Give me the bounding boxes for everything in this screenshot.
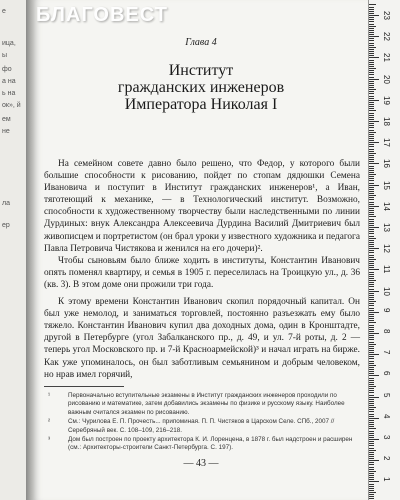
left-page-fragment: ы	[2, 52, 8, 59]
ruler-tick	[369, 87, 374, 88]
ruler-tick	[369, 475, 374, 476]
ruler-tick	[369, 242, 374, 243]
ruler-tick	[369, 24, 374, 25]
ruler-tick	[369, 4, 376, 5]
ruler-tick	[369, 481, 379, 482]
ruler-tick	[369, 49, 374, 50]
ruler-number: 17	[382, 138, 391, 148]
ruler-tick	[369, 477, 374, 478]
ruler-number: 10	[382, 286, 391, 296]
ruler-tick	[369, 426, 374, 427]
ruler-tick	[369, 189, 374, 190]
left-page-fragment: ок», й	[2, 102, 21, 109]
ruler-tick	[369, 246, 374, 247]
left-page-edge	[0, 0, 26, 500]
ruler-tick	[369, 354, 379, 355]
ruler-tick	[369, 322, 376, 323]
ruler-tick	[369, 219, 374, 220]
ruler-number: 15	[382, 180, 391, 190]
title-line: Императора Николая I	[124, 96, 278, 113]
ruler-tick	[369, 435, 374, 436]
ruler-tick	[369, 494, 374, 495]
ruler-tick	[369, 458, 374, 459]
ruler-tick	[369, 113, 374, 114]
ruler-tick	[369, 83, 374, 84]
ruler-tick	[369, 195, 376, 196]
ruler-number: 20	[382, 74, 391, 84]
ruler-tick	[369, 30, 374, 31]
ruler-tick	[369, 15, 379, 16]
ruler-tick	[369, 363, 374, 364]
ruler-tick	[369, 492, 376, 493]
ruler-tick	[369, 47, 376, 48]
ruler-number: 5	[382, 392, 391, 398]
ruler-tick	[369, 382, 374, 383]
ruler-tick	[369, 108, 374, 109]
ruler-tick	[369, 378, 374, 379]
ruler-tick	[369, 320, 374, 321]
ruler-tick	[369, 450, 376, 451]
ruler-tick	[369, 193, 374, 194]
ruler-tick	[369, 142, 379, 143]
ruler-tick	[369, 227, 379, 228]
ruler-tick	[369, 280, 376, 281]
ruler-number: 9	[382, 307, 391, 313]
ruler-tick	[369, 325, 374, 326]
ruler-tick	[369, 263, 374, 264]
left-page-fragment: е	[2, 8, 6, 15]
ruler-number: 7	[382, 350, 391, 355]
ruler-tick	[369, 431, 374, 432]
ruler-tick	[369, 392, 374, 393]
ruler-tick	[369, 199, 374, 200]
ruler-tick	[369, 117, 374, 118]
ruler-tick	[369, 32, 374, 33]
ruler-number: 12	[382, 244, 391, 254]
ruler-tick	[369, 361, 374, 362]
ruler-tick	[369, 125, 374, 126]
ruler-tick	[369, 121, 379, 122]
ruler-tick	[369, 467, 374, 468]
ruler-tick	[369, 308, 374, 309]
ruler-tick	[369, 401, 374, 402]
ruler-tick	[369, 106, 374, 107]
ruler-tick	[369, 267, 374, 268]
footnote-number: ²	[48, 418, 51, 426]
ruler-tick	[369, 327, 374, 328]
ruler-number: 2	[382, 456, 391, 461]
ruler-tick	[369, 380, 374, 381]
ruler-tick	[369, 159, 374, 160]
ruler-tick	[369, 310, 374, 311]
ruler-tick	[369, 233, 374, 234]
ruler-tick	[369, 473, 374, 474]
ruler-tick	[369, 43, 374, 44]
ruler-tick	[369, 250, 374, 251]
ruler-tick	[369, 471, 376, 472]
watermark-logo: БЛАГОВЕСТ	[36, 4, 168, 26]
ruler-tick	[369, 443, 374, 444]
ruler-tick	[369, 146, 374, 147]
ruler-tick	[369, 437, 374, 438]
ruler-tick	[369, 208, 374, 209]
footnote	[44, 436, 356, 453]
ruler-tick	[369, 166, 374, 167]
left-page-fragment: ь на	[2, 90, 16, 97]
ruler-tick	[369, 119, 374, 120]
ruler-tick	[369, 68, 376, 69]
ruler-number: 16	[382, 159, 391, 169]
ruler-tick	[369, 344, 376, 345]
ruler-tick	[369, 229, 374, 230]
ruler-tick	[369, 284, 374, 285]
ruler-tick	[369, 104, 374, 105]
ruler-tick	[369, 240, 374, 241]
ruler-tick	[369, 339, 374, 340]
ruler-tick	[369, 212, 374, 213]
ruler-tick	[369, 238, 376, 239]
ruler-tick	[369, 214, 374, 215]
page-number: — 43 —	[183, 458, 219, 469]
ruler-tick	[369, 316, 374, 317]
paragraph: Чтобы сыновьям было ближе ходить в институты, Константин Иванович опять поменял квартиру, и семья в 1905 г. переселилась на Троицкую ул., д. 36 (кв. 3). В этом доме они прожили три года.	[44, 255, 360, 290]
ruler-tick	[369, 72, 374, 73]
ruler-tick	[369, 318, 374, 319]
ruler-tick	[369, 185, 379, 186]
ruler-tick	[369, 231, 374, 232]
ruler-tick	[369, 414, 374, 415]
ruler-tick	[369, 369, 374, 370]
ruler-tick	[369, 98, 374, 99]
ruler-tick	[369, 356, 374, 357]
ruler-tick	[369, 269, 379, 270]
ruler-tick	[369, 420, 374, 421]
ruler-tick	[369, 428, 376, 429]
ruler-tick	[369, 236, 374, 237]
ruler-tick	[369, 416, 374, 417]
ruler-tick	[369, 21, 374, 22]
ruler-tick	[369, 469, 374, 470]
ruler-tick	[369, 293, 374, 294]
ruler-tick	[369, 274, 374, 275]
ruler-tick	[369, 176, 374, 177]
footnote-text: Первоначально вступительные экзамены в Институт гражданских инженеров проходили по рисованию и математике, затем добавились экзамены по физике и русскому языку. Наиболее важным считался экзамен по рисованию.	[68, 392, 345, 416]
ruler-number: 23	[382, 11, 391, 20]
body-text	[44, 158, 360, 381]
ruler-tick	[369, 210, 374, 211]
ruler-tick	[369, 479, 374, 480]
ruler-tick	[369, 305, 374, 306]
ruler-tick	[369, 348, 374, 349]
ruler-tick	[369, 221, 374, 222]
footnotes	[44, 392, 356, 454]
ruler-tick	[369, 486, 374, 487]
ruler-number: 18	[382, 117, 391, 126]
left-page-fragment: ер	[2, 222, 10, 229]
footnote-number: ³	[48, 436, 51, 444]
ruler-tick	[369, 123, 374, 124]
chapter-title	[34, 62, 368, 113]
ruler-tick	[369, 388, 374, 389]
ruler-tick	[369, 225, 374, 226]
footnote-text: См.: Чурилова Е. П. Прочесть... припоминая. П. П. Чистяков в Царском Селе. СПб., 2007 // Серебряный век. С. 108–109, 216–218.	[68, 418, 335, 434]
ruler-tick	[369, 282, 374, 283]
ruler-tick	[369, 91, 374, 92]
ruler-tick	[369, 331, 374, 332]
ruler-tick	[369, 342, 374, 343]
ruler-tick	[369, 291, 379, 292]
ruler-tick	[369, 386, 376, 387]
ruler-number: 22	[382, 32, 391, 42]
ruler-tick	[369, 409, 374, 410]
ruler-tick	[369, 272, 374, 273]
ruler-tick	[369, 395, 374, 396]
ruler-tick	[369, 460, 379, 461]
ruler-tick	[369, 174, 376, 175]
footnote	[44, 418, 356, 435]
ruler-tick	[369, 371, 374, 372]
ruler-tick	[369, 452, 374, 453]
paragraph: На семейном совете давно было решено, что Федор, у которого были большие способности к рисованию, пойдет по стопам дядюшки Семена Ивановича и поступит в Институт гражданских инженеров¹, а Иван, тяготеющий к механике, — в Технологический институт. Возможно, способности к художественному творчеству были наследственными по линии Дурдиных: внук Александра Алексеевича Дурдина Василий Дмитриевич был живописцем и портретистом (он брал уроки у известного художника и педагога Павла Петровича Чистякова и женился на его дочери)².	[44, 159, 360, 254]
ruler-tick	[369, 17, 374, 18]
ruler-tick	[369, 407, 376, 408]
ruler-number: 3	[382, 435, 391, 440]
ruler-tick	[369, 157, 374, 158]
ruler-tick	[369, 79, 379, 80]
ruler-tick	[369, 132, 376, 133]
ruler-number: 19	[382, 95, 391, 105]
ruler-tick	[369, 151, 374, 152]
footnote	[44, 392, 356, 417]
ruler-tick	[369, 170, 374, 171]
ruler-tick	[369, 19, 374, 20]
ruler-tick	[369, 9, 374, 10]
ruler-tick	[369, 399, 374, 400]
ruler-tick	[369, 183, 374, 184]
ruler-tick	[369, 136, 374, 137]
ruler-tick	[369, 244, 374, 245]
ruler-tick	[369, 110, 376, 111]
ruler-tick	[369, 168, 374, 169]
ruler-tick	[369, 34, 374, 35]
ruler-tick	[369, 45, 374, 46]
ruler-tick	[369, 155, 374, 156]
ruler-tick	[369, 252, 374, 253]
ruler-number: 1	[382, 477, 391, 482]
book-gutter	[26, 0, 34, 500]
ruler-tick	[369, 26, 376, 27]
ruler-tick	[369, 28, 374, 29]
ruler-tick	[369, 333, 379, 334]
ruler-tick	[369, 329, 374, 330]
ruler-tick	[369, 140, 374, 141]
ruler-tick	[369, 257, 374, 258]
ruler-tick	[369, 433, 374, 434]
ruler-tick	[369, 81, 374, 82]
ruler-tick	[369, 100, 379, 101]
ruler-tick	[369, 178, 374, 179]
ruler-tick	[369, 375, 379, 376]
ruler-tick	[369, 204, 374, 205]
ruler-tick	[369, 365, 376, 366]
ruler-tick	[369, 276, 374, 277]
ruler-tick	[369, 352, 374, 353]
ruler-tick	[369, 62, 374, 63]
ruler-tick	[369, 299, 374, 300]
left-page-fragment: ица,	[2, 40, 16, 47]
ruler-tick	[369, 216, 376, 217]
ruler-tick	[369, 51, 374, 52]
left-page-fragment: ем	[2, 116, 11, 123]
ruler-tick	[369, 115, 374, 116]
ruler-tick	[369, 70, 374, 71]
ruler-tick	[369, 161, 374, 162]
ruler-tick	[369, 303, 374, 304]
ruler-number: 6	[382, 371, 391, 376]
ruler-tick	[369, 390, 374, 391]
ruler-tick	[369, 464, 374, 465]
footnote-rule	[44, 386, 124, 387]
ruler-tick	[369, 278, 374, 279]
chapter-label: Глава 4	[185, 37, 217, 48]
ruler-tick	[369, 202, 374, 203]
ruler-tick	[369, 422, 374, 423]
ruler-tick	[369, 312, 379, 313]
ruler-tick	[369, 261, 374, 262]
ruler-tick	[369, 314, 374, 315]
ruler-tick	[369, 337, 374, 338]
ruler-tick	[369, 93, 374, 94]
ruler-tick	[369, 74, 374, 75]
footnote-number: ¹	[48, 392, 51, 399]
ruler-tick	[369, 127, 374, 128]
ruler-tick	[369, 191, 374, 192]
ruler-tick	[369, 77, 374, 78]
ruler-tick	[369, 149, 374, 150]
left-page-fragment: ла	[2, 200, 10, 207]
ruler-tick	[369, 60, 374, 61]
ruler-tick	[369, 448, 374, 449]
ruler-number: 21	[382, 53, 391, 63]
ruler-tick	[369, 223, 374, 224]
ruler-tick	[369, 373, 374, 374]
ruler-tick	[369, 255, 374, 256]
ruler-tick	[369, 153, 376, 154]
book-page	[34, 0, 368, 500]
ruler-tick	[369, 36, 379, 37]
ruler-tick	[369, 367, 374, 368]
ruler-tick	[369, 498, 374, 499]
ruler-tick	[369, 13, 374, 14]
ruler-tick	[369, 180, 374, 181]
ruler-tick	[369, 85, 374, 86]
ruler-tick	[369, 144, 374, 145]
ruler-tick	[369, 130, 374, 131]
ruler-tick	[369, 418, 379, 419]
ruler-tick	[369, 286, 374, 287]
ruler-tick	[369, 454, 374, 455]
ruler-tick	[369, 441, 374, 442]
footnote-text: Дом был построен по проекту архитектора К. И. Лоренцена, в 1878 г. был надстроен и расширен (см.: Архитекторы-строители Санкт-Петербурга. С. 197).	[68, 436, 353, 452]
left-page-fragment: не	[2, 128, 10, 135]
ruler-tick	[369, 102, 374, 103]
ruler-tick	[369, 265, 374, 266]
ruler-tick	[369, 89, 376, 90]
ruler-tick	[369, 96, 374, 97]
ruler-tick	[369, 64, 374, 65]
ruler-tick	[369, 187, 374, 188]
ruler-tick	[369, 384, 374, 385]
ruler-tick	[369, 346, 374, 347]
ruler-tick	[369, 496, 374, 497]
ruler-tick	[369, 57, 379, 58]
ruler-tick	[369, 259, 376, 260]
ruler-number: 4	[382, 413, 391, 419]
ruler-tick	[369, 206, 379, 207]
ruler-tick	[369, 350, 374, 351]
measuring-ruler	[368, 0, 400, 500]
ruler-tick	[369, 7, 374, 8]
ruler-number: 13	[382, 223, 391, 232]
ruler-tick	[369, 163, 379, 164]
ruler-tick	[369, 295, 374, 296]
ruler-tick	[369, 397, 379, 398]
ruler-tick	[369, 40, 374, 41]
ruler-tick	[369, 172, 374, 173]
title-line: Институт	[168, 62, 234, 79]
ruler-tick	[369, 403, 374, 404]
ruler-tick	[369, 445, 374, 446]
ruler-tick	[369, 405, 374, 406]
ruler-tick	[369, 138, 374, 139]
ruler-tick	[369, 289, 374, 290]
ruler-tick	[369, 297, 374, 298]
ruler-tick	[369, 301, 376, 302]
left-page-fragment: а на	[2, 78, 16, 85]
ruler-tick	[369, 197, 374, 198]
ruler-tick	[369, 488, 374, 489]
ruler-tick	[369, 462, 374, 463]
ruler-number: 11	[382, 265, 391, 274]
ruler-number: 8	[382, 329, 391, 334]
ruler-tick	[369, 248, 379, 249]
ruler-tick	[369, 484, 374, 485]
paragraph: К этому времени Константин Иванович скопил порядочный капитал. Он был уже немолод, и заниматься торговлей, постоянно разъезжать ему было тяжело. Константин Иванович купил два доходных дома, один в Кронштадте, другой в Петербурге (угол Забалканского пр., д. 49, и ул. 7-й роты, д. 2 — теперь угол Московского пр. и 7-й Красноармейской)³ и начал играть на бирже. Как уже упоминалось, он был заботливым семьянином и добрым человеком, но нрав имел горячий,	[44, 297, 360, 380]
ruler-tick	[369, 11, 374, 12]
ruler-tick	[369, 134, 374, 135]
ruler-tick	[369, 55, 374, 56]
title-line: гражданских инженеров	[117, 79, 285, 96]
ruler-tick	[369, 424, 374, 425]
ruler-tick	[369, 456, 374, 457]
ruler-tick	[369, 411, 374, 412]
ruler-tick	[369, 490, 374, 491]
ruler-tick	[369, 439, 379, 440]
ruler-tick	[369, 66, 374, 67]
ruler-tick	[369, 38, 374, 39]
left-page-fragment: фо	[2, 66, 12, 73]
ruler-tick	[369, 335, 374, 336]
ruler-number: 14	[382, 201, 391, 211]
ruler-tick	[369, 358, 374, 359]
ruler-tick	[369, 53, 374, 54]
